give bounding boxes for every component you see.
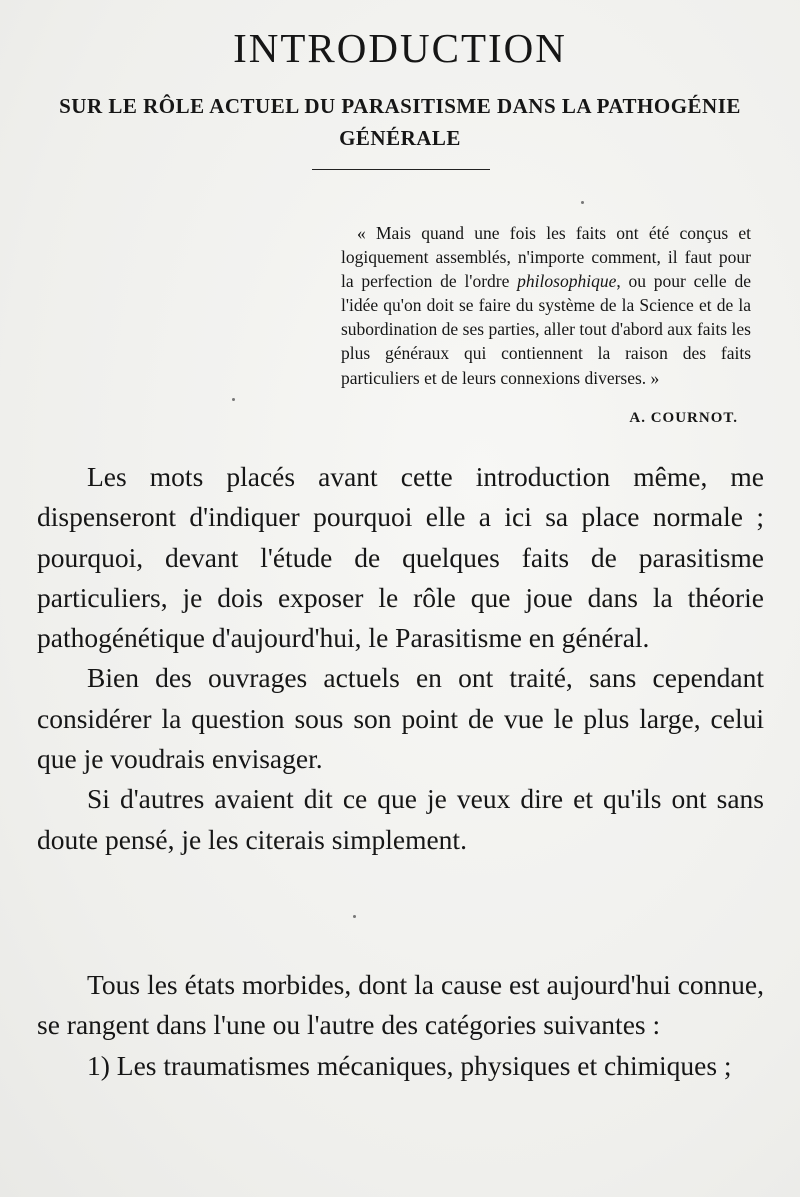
epigraph-text-start: « Mais quand une fois les faits ont été conçus et logiquement assemblés, n'importe comment, il faut pour la perfection de l'ordre xyxy=(341,223,751,292)
epigraph-author: A. COURNOT. xyxy=(629,410,738,426)
page-subtitle: SUR LE RÔLE ACTUEL DU PARASITISME DANS LA PATHOGÉNIE GÉNÉRALE xyxy=(59,94,741,150)
epigraph-italic-word: philosophique xyxy=(517,271,617,292)
paragraph: 1) Les traumatismes mécaniques, physiques et chimiques ; xyxy=(87,1049,732,1081)
paragraph: Bien des ouvrages actuels en ont traité, sans cependant considérer la question sous son point de vue le plus large, celui que je voudrais envisager. xyxy=(37,662,764,775)
print-speck xyxy=(581,201,584,204)
epigraph xyxy=(341,221,751,390)
paragraph: Tous les états morbides, dont la cause est aujourd'hui connue, se rangent dans l'une ou l'autre des catégories suivantes : xyxy=(37,969,764,1041)
epigraph-text-end: , ou pour celle de l'idée qu'on doit se faire du système de la Science et de la subordination de ses parties, aller tout d'abord aux faits les plus généraux qui contiennent la raison des faits particuliers et de leurs connexions diverses. » xyxy=(341,271,751,388)
title-divider xyxy=(312,169,490,170)
print-speck xyxy=(232,398,235,401)
page-title: INTRODUCTION xyxy=(233,25,567,71)
epigraph-text xyxy=(341,221,751,390)
body-section-1 xyxy=(37,457,764,860)
print-speck xyxy=(353,915,356,918)
paragraph: Si d'autres avaient dit ce que je veux dire et qu'ils ont sans doute pensé, je les citerais simplement. xyxy=(37,783,764,855)
body-section-2 xyxy=(37,965,764,1086)
paragraph: Les mots placés avant cette introduction même, me dispenseront d'indiquer pourquoi elle a ici sa place normale ; pourquoi, devant l'étude de quelques faits de parasitisme particuliers, je dois exposer le rôle que joue dans la théorie pathogénétique d'aujourd'hui, le Parasitisme en général. xyxy=(37,461,764,654)
